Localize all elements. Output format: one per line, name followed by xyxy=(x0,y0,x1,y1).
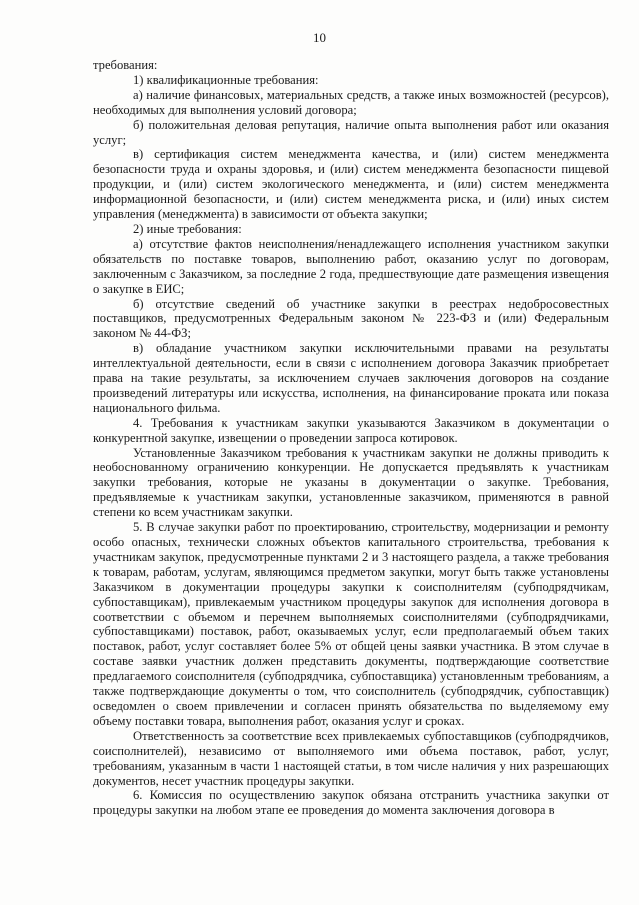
paragraph-other-requirements: 2) иные требования: xyxy=(133,221,242,236)
paragraph-item-1v: в) сертификация систем менеджмента качества, и (или) систем менеджмента безопасности труда и охраны здоровья, и (или) систем менеджмента безопасности пищевой продукции, и (или) систем экологического менеджмента, и (или) систем менеджмента информационной безопасности, и (или) систем менеджмента риска, и (или) иных систем управления (менеджмента) в зависимости от объекта закупки; xyxy=(93,147,609,222)
paragraph-item-1a: а) наличие финансовых, материальных средств, а также иных возможностей (ресурсов), необходимых для выполнения условий договора; xyxy=(93,87,609,117)
paragraph-item-2a: а) отсутствие фактов неисполнения/ненадлежащего исполнения участником закупки обязательств по поставке товаров, выполнению работ, оказанию услуг по договорам, заключенным с Заказчиком, за последние 2 года, предшествующие дате размещения извещения о закупке в ЕИС; xyxy=(93,236,609,296)
paragraph-qualification-requirements: 1) квалификационные требования: xyxy=(133,72,319,87)
paragraph-item-2v: в) обладание участником закупки исключительными правами на результаты интеллектуальной деятельности, если в связи с исполнением договора Заказчик приобретает права на такие результаты, за исключением случаев заключения договоров на создание произведений литературы или искусства, исполнения, на финансирование проката или показа национального фильма. xyxy=(93,341,609,415)
document-body xyxy=(93,58,609,818)
paragraph-responsibility: Ответственность за соответствие всех привлекаемых субпоставщиков (субподрядчиков, соисполнителей), независимо от выполняемого ими объема поставок, работ, услуг, требованиям, указанным в части 1 настоящей статьи, в том числе наличия у них разрешающих документов, несет участник процедуры закупки. xyxy=(93,728,609,788)
paragraph-requirements-heading: требования: xyxy=(93,58,158,72)
paragraph-item-2b: б) отсутствие сведений об участнике закупки в реестрах недобросовестных поставщиков, предусмотренных Федеральным законом № 223-ФЗ и (или) Федеральным законом № 44-ФЗ; xyxy=(93,296,609,341)
paragraph-item-1b: б) положительная деловая репутация, наличие опыта выполнения работ или оказания услуг; xyxy=(93,117,609,147)
paragraph-section-6: 6. Комиссия по осуществлению закупок обязана отстранить участника закупки от процедуры закупки на любом этапе ее проведения до момента заключения договора в xyxy=(93,788,609,818)
page-number: 10 xyxy=(313,30,326,45)
paragraph-section-5: 5. В случае закупки работ по проектированию, строительству, модернизации и ремонту особо опасных, технически сложных объектов капитального строительства, требования к участникам закупок, предусмотренные пунктами 2 и 3 настоящего раздела, а также требования к товарам, работам, услугам, являющимся предметом закупки, могут быть также установлены Заказчиком в документации процедуры закупки к соисполнителям (субподрядчикам, субпоставщикам), привлекаемым участником процедуры закупок для исполнения договора в соответствии с объемом и перечнем выполняемых соисполнителями (субподрядчиками, субпоставщиками) поставок, работ, оказываемых услуг, если предполагаемый объем таких поставок, работ, услуг составляет более 5% от общей цены заявки участника. В этом случае в составе заявки участник должен представить документы, подтверждающие соответствие предлагаемого соисполнителя (субподрядчика, субпоставщика) установленным требованиям, а также подтверждающие документы о том, что соисполнитель (субподрядчик, субпоставщик) осведомлен о своем привлечении и согласен принять обязательства по выделяемому ему объему поставки товара, выполнения работ, оказания услуг и сроках. xyxy=(93,520,609,728)
paragraph-section-4: 4. Требования к участникам закупки указываются Заказчиком в документации о конкурентной закупке, извещении о проведении запроса котировок. xyxy=(93,415,609,445)
paragraph-requirements-established: Установленные Заказчиком требования к участникам закупки не должны приводить к необоснованному ограничению конкуренции. Не допускается предъявлять к участникам закупки требования, которые не указаны в документации о закупке. Требования, предъявляемые к участникам закупки, установленные заказчиком, применяются в равной степени ко всем участникам закупки. xyxy=(93,445,609,520)
